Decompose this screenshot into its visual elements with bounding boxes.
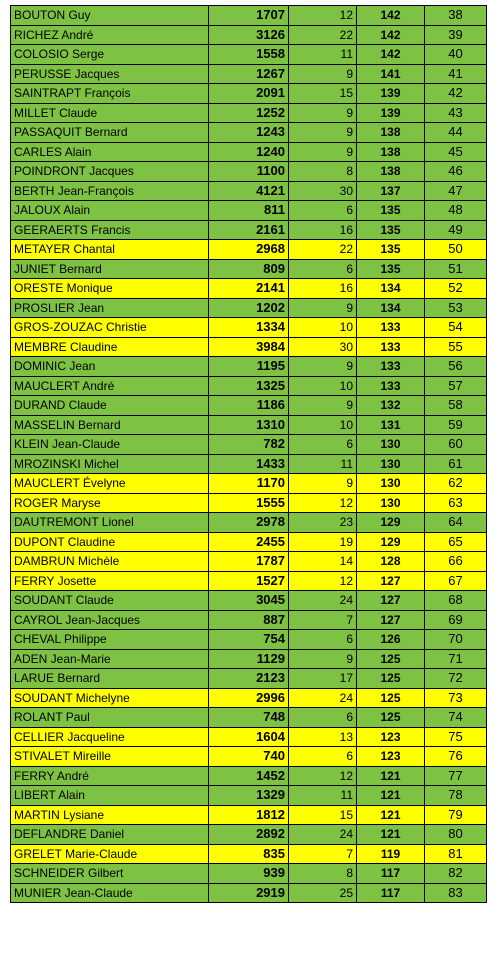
player-name-cell: FERRY André bbox=[11, 766, 209, 786]
rank-position-cell: 40 bbox=[425, 45, 487, 65]
table-row bbox=[11, 688, 487, 708]
rank-position-cell: 53 bbox=[425, 298, 487, 318]
total-pins-cell: 1325 bbox=[209, 376, 289, 396]
rank-position-cell: 65 bbox=[425, 532, 487, 552]
games-played-cell: 11 bbox=[289, 45, 357, 65]
games-played-cell: 7 bbox=[289, 610, 357, 630]
table-row bbox=[11, 123, 487, 143]
rank-position-cell: 76 bbox=[425, 747, 487, 767]
games-played-cell: 23 bbox=[289, 513, 357, 533]
average-score-cell: 126 bbox=[357, 630, 425, 650]
games-played-cell: 9 bbox=[289, 123, 357, 143]
table-row bbox=[11, 45, 487, 65]
games-played-cell: 17 bbox=[289, 669, 357, 689]
player-name-cell: CARLES Alain bbox=[11, 142, 209, 162]
player-name-cell: ROLANT Paul bbox=[11, 708, 209, 728]
table-row bbox=[11, 279, 487, 299]
rank-position-cell: 82 bbox=[425, 864, 487, 884]
table-row bbox=[11, 201, 487, 221]
player-name-cell: BOUTON Guy bbox=[11, 6, 209, 26]
table-row bbox=[11, 435, 487, 455]
table-row bbox=[11, 727, 487, 747]
games-played-cell: 9 bbox=[289, 298, 357, 318]
table-row bbox=[11, 415, 487, 435]
table-row bbox=[11, 318, 487, 338]
table-row bbox=[11, 298, 487, 318]
player-name-cell: ADEN Jean-Marie bbox=[11, 649, 209, 669]
table-row bbox=[11, 766, 487, 786]
games-played-cell: 24 bbox=[289, 825, 357, 845]
rank-position-cell: 78 bbox=[425, 786, 487, 806]
average-score-cell: 121 bbox=[357, 786, 425, 806]
player-name-cell: COLOSIO Serge bbox=[11, 45, 209, 65]
games-played-cell: 12 bbox=[289, 571, 357, 591]
average-score-cell: 129 bbox=[357, 513, 425, 533]
rank-position-cell: 45 bbox=[425, 142, 487, 162]
total-pins-cell: 2141 bbox=[209, 279, 289, 299]
rank-position-cell: 79 bbox=[425, 805, 487, 825]
average-score-cell: 142 bbox=[357, 45, 425, 65]
rank-position-cell: 62 bbox=[425, 474, 487, 494]
games-played-cell: 6 bbox=[289, 747, 357, 767]
total-pins-cell: 2091 bbox=[209, 84, 289, 104]
player-name-cell: PROSLIER Jean bbox=[11, 298, 209, 318]
rank-position-cell: 73 bbox=[425, 688, 487, 708]
table-row bbox=[11, 259, 487, 279]
player-name-cell: GROS-ZOUZAC Christie bbox=[11, 318, 209, 338]
games-played-cell: 9 bbox=[289, 396, 357, 416]
total-pins-cell: 2161 bbox=[209, 220, 289, 240]
games-played-cell: 10 bbox=[289, 415, 357, 435]
player-name-cell: DUPONT Claudine bbox=[11, 532, 209, 552]
table-row bbox=[11, 376, 487, 396]
table-row bbox=[11, 162, 487, 182]
rank-position-cell: 69 bbox=[425, 610, 487, 630]
average-score-cell: 133 bbox=[357, 337, 425, 357]
average-score-cell: 134 bbox=[357, 279, 425, 299]
average-score-cell: 130 bbox=[357, 435, 425, 455]
average-score-cell: 123 bbox=[357, 727, 425, 747]
average-score-cell: 135 bbox=[357, 201, 425, 221]
total-pins-cell: 1452 bbox=[209, 766, 289, 786]
rank-position-cell: 41 bbox=[425, 64, 487, 84]
table-row bbox=[11, 220, 487, 240]
rank-position-cell: 54 bbox=[425, 318, 487, 338]
average-score-cell: 128 bbox=[357, 552, 425, 572]
average-score-cell: 133 bbox=[357, 357, 425, 377]
total-pins-cell: 1252 bbox=[209, 103, 289, 123]
table-row bbox=[11, 513, 487, 533]
total-pins-cell: 782 bbox=[209, 435, 289, 455]
games-played-cell: 16 bbox=[289, 279, 357, 299]
rank-position-cell: 49 bbox=[425, 220, 487, 240]
total-pins-cell: 1186 bbox=[209, 396, 289, 416]
games-played-cell: 6 bbox=[289, 201, 357, 221]
total-pins-cell: 3126 bbox=[209, 25, 289, 45]
rank-position-cell: 74 bbox=[425, 708, 487, 728]
player-name-cell: LARUE Bernard bbox=[11, 669, 209, 689]
average-score-cell: 132 bbox=[357, 396, 425, 416]
player-name-cell: GEERAERTS Francis bbox=[11, 220, 209, 240]
games-played-cell: 13 bbox=[289, 727, 357, 747]
average-score-cell: 130 bbox=[357, 454, 425, 474]
average-score-cell: 139 bbox=[357, 84, 425, 104]
table-row bbox=[11, 864, 487, 884]
rank-position-cell: 83 bbox=[425, 883, 487, 903]
average-score-cell: 134 bbox=[357, 298, 425, 318]
total-pins-cell: 809 bbox=[209, 259, 289, 279]
player-name-cell: GRELET Marie-Claude bbox=[11, 844, 209, 864]
total-pins-cell: 1100 bbox=[209, 162, 289, 182]
player-name-cell: MAUCLERT Évelyne bbox=[11, 474, 209, 494]
games-played-cell: 12 bbox=[289, 766, 357, 786]
total-pins-cell: 3045 bbox=[209, 591, 289, 611]
table-row bbox=[11, 25, 487, 45]
games-played-cell: 12 bbox=[289, 6, 357, 26]
table-row bbox=[11, 649, 487, 669]
average-score-cell: 137 bbox=[357, 181, 425, 201]
average-score-cell: 129 bbox=[357, 532, 425, 552]
total-pins-cell: 835 bbox=[209, 844, 289, 864]
table-row bbox=[11, 883, 487, 903]
average-score-cell: 125 bbox=[357, 649, 425, 669]
total-pins-cell: 2978 bbox=[209, 513, 289, 533]
table-row bbox=[11, 532, 487, 552]
table-row bbox=[11, 142, 487, 162]
player-name-cell: ORESTE Monique bbox=[11, 279, 209, 299]
player-name-cell: CELLIER Jacqueline bbox=[11, 727, 209, 747]
table-row bbox=[11, 181, 487, 201]
rank-position-cell: 51 bbox=[425, 259, 487, 279]
table-row bbox=[11, 103, 487, 123]
rank-position-cell: 63 bbox=[425, 493, 487, 513]
table-row bbox=[11, 357, 487, 377]
rank-position-cell: 59 bbox=[425, 415, 487, 435]
player-name-cell: DEFLANDRE Daniel bbox=[11, 825, 209, 845]
player-name-cell: CAYROL Jean-Jacques bbox=[11, 610, 209, 630]
games-played-cell: 16 bbox=[289, 220, 357, 240]
total-pins-cell: 811 bbox=[209, 201, 289, 221]
rank-position-cell: 58 bbox=[425, 396, 487, 416]
player-name-cell: CHEVAL Philippe bbox=[11, 630, 209, 650]
rank-position-cell: 44 bbox=[425, 123, 487, 143]
average-score-cell: 133 bbox=[357, 376, 425, 396]
table-row bbox=[11, 805, 487, 825]
games-played-cell: 25 bbox=[289, 883, 357, 903]
games-played-cell: 30 bbox=[289, 337, 357, 357]
average-score-cell: 138 bbox=[357, 142, 425, 162]
games-played-cell: 15 bbox=[289, 805, 357, 825]
total-pins-cell: 2968 bbox=[209, 240, 289, 260]
rank-position-cell: 48 bbox=[425, 201, 487, 221]
ranking-table bbox=[10, 5, 487, 903]
rank-position-cell: 66 bbox=[425, 552, 487, 572]
total-pins-cell: 748 bbox=[209, 708, 289, 728]
average-score-cell: 138 bbox=[357, 123, 425, 143]
rank-position-cell: 71 bbox=[425, 649, 487, 669]
table-row bbox=[11, 552, 487, 572]
average-score-cell: 141 bbox=[357, 64, 425, 84]
player-name-cell: MILLET Claude bbox=[11, 103, 209, 123]
total-pins-cell: 740 bbox=[209, 747, 289, 767]
total-pins-cell: 1604 bbox=[209, 727, 289, 747]
average-score-cell: 127 bbox=[357, 591, 425, 611]
games-played-cell: 30 bbox=[289, 181, 357, 201]
games-played-cell: 19 bbox=[289, 532, 357, 552]
player-name-cell: FERRY Josette bbox=[11, 571, 209, 591]
rank-position-cell: 77 bbox=[425, 766, 487, 786]
average-score-cell: 125 bbox=[357, 708, 425, 728]
player-name-cell: DURAND Claude bbox=[11, 396, 209, 416]
average-score-cell: 135 bbox=[357, 259, 425, 279]
table-row bbox=[11, 240, 487, 260]
rank-position-cell: 52 bbox=[425, 279, 487, 299]
rank-position-cell: 80 bbox=[425, 825, 487, 845]
average-score-cell: 130 bbox=[357, 474, 425, 494]
average-score-cell: 130 bbox=[357, 493, 425, 513]
rank-position-cell: 42 bbox=[425, 84, 487, 104]
total-pins-cell: 1202 bbox=[209, 298, 289, 318]
table-row bbox=[11, 844, 487, 864]
table-row bbox=[11, 591, 487, 611]
total-pins-cell: 1170 bbox=[209, 474, 289, 494]
table-row bbox=[11, 6, 487, 26]
average-score-cell: 133 bbox=[357, 318, 425, 338]
average-score-cell: 138 bbox=[357, 162, 425, 182]
games-played-cell: 12 bbox=[289, 493, 357, 513]
rank-position-cell: 68 bbox=[425, 591, 487, 611]
rank-position-cell: 64 bbox=[425, 513, 487, 533]
table-row bbox=[11, 630, 487, 650]
total-pins-cell: 1787 bbox=[209, 552, 289, 572]
average-score-cell: 125 bbox=[357, 669, 425, 689]
total-pins-cell: 2892 bbox=[209, 825, 289, 845]
games-played-cell: 24 bbox=[289, 688, 357, 708]
total-pins-cell: 1558 bbox=[209, 45, 289, 65]
player-name-cell: METAYER Chantal bbox=[11, 240, 209, 260]
games-played-cell: 14 bbox=[289, 552, 357, 572]
total-pins-cell: 1195 bbox=[209, 357, 289, 377]
table-row bbox=[11, 786, 487, 806]
total-pins-cell: 4121 bbox=[209, 181, 289, 201]
average-score-cell: 119 bbox=[357, 844, 425, 864]
games-played-cell: 15 bbox=[289, 84, 357, 104]
rank-position-cell: 57 bbox=[425, 376, 487, 396]
total-pins-cell: 2123 bbox=[209, 669, 289, 689]
average-score-cell: 121 bbox=[357, 805, 425, 825]
total-pins-cell: 1129 bbox=[209, 649, 289, 669]
player-name-cell: BERTH Jean-François bbox=[11, 181, 209, 201]
games-played-cell: 9 bbox=[289, 142, 357, 162]
total-pins-cell: 2455 bbox=[209, 532, 289, 552]
rank-position-cell: 38 bbox=[425, 6, 487, 26]
table-row bbox=[11, 84, 487, 104]
player-name-cell: MROZINSKI Michel bbox=[11, 454, 209, 474]
rank-position-cell: 60 bbox=[425, 435, 487, 455]
player-name-cell: DAMBRUN Michèle bbox=[11, 552, 209, 572]
average-score-cell: 117 bbox=[357, 864, 425, 884]
games-played-cell: 9 bbox=[289, 474, 357, 494]
average-score-cell: 121 bbox=[357, 825, 425, 845]
total-pins-cell: 887 bbox=[209, 610, 289, 630]
total-pins-cell: 1240 bbox=[209, 142, 289, 162]
player-name-cell: ROGER Maryse bbox=[11, 493, 209, 513]
total-pins-cell: 1243 bbox=[209, 123, 289, 143]
games-played-cell: 9 bbox=[289, 103, 357, 123]
player-name-cell: SAINTRAPT François bbox=[11, 84, 209, 104]
player-name-cell: MUNIER Jean-Claude bbox=[11, 883, 209, 903]
rank-position-cell: 47 bbox=[425, 181, 487, 201]
games-played-cell: 8 bbox=[289, 162, 357, 182]
total-pins-cell: 1310 bbox=[209, 415, 289, 435]
table-row bbox=[11, 474, 487, 494]
games-played-cell: 24 bbox=[289, 591, 357, 611]
average-score-cell: 127 bbox=[357, 571, 425, 591]
table-row bbox=[11, 337, 487, 357]
player-name-cell: RICHEZ André bbox=[11, 25, 209, 45]
rank-position-cell: 61 bbox=[425, 454, 487, 474]
player-name-cell: POINDRONT Jacques bbox=[11, 162, 209, 182]
average-score-cell: 135 bbox=[357, 240, 425, 260]
ranking-table-body bbox=[11, 6, 487, 903]
average-score-cell: 123 bbox=[357, 747, 425, 767]
total-pins-cell: 754 bbox=[209, 630, 289, 650]
total-pins-cell: 1267 bbox=[209, 64, 289, 84]
games-played-cell: 11 bbox=[289, 786, 357, 806]
games-played-cell: 6 bbox=[289, 435, 357, 455]
average-score-cell: 121 bbox=[357, 766, 425, 786]
games-played-cell: 6 bbox=[289, 259, 357, 279]
games-played-cell: 22 bbox=[289, 240, 357, 260]
table-row bbox=[11, 669, 487, 689]
total-pins-cell: 1707 bbox=[209, 6, 289, 26]
table-row bbox=[11, 610, 487, 630]
games-played-cell: 9 bbox=[289, 357, 357, 377]
total-pins-cell: 1812 bbox=[209, 805, 289, 825]
table-row bbox=[11, 396, 487, 416]
rank-position-cell: 72 bbox=[425, 669, 487, 689]
average-score-cell: 142 bbox=[357, 6, 425, 26]
rank-position-cell: 55 bbox=[425, 337, 487, 357]
player-name-cell: KLEIN Jean-Claude bbox=[11, 435, 209, 455]
player-name-cell: DAUTREMONT Lionel bbox=[11, 513, 209, 533]
table-row bbox=[11, 747, 487, 767]
games-played-cell: 6 bbox=[289, 708, 357, 728]
table-row bbox=[11, 825, 487, 845]
total-pins-cell: 1527 bbox=[209, 571, 289, 591]
rank-position-cell: 67 bbox=[425, 571, 487, 591]
average-score-cell: 125 bbox=[357, 688, 425, 708]
table-row bbox=[11, 708, 487, 728]
table-row bbox=[11, 64, 487, 84]
rank-position-cell: 70 bbox=[425, 630, 487, 650]
rank-position-cell: 75 bbox=[425, 727, 487, 747]
average-score-cell: 142 bbox=[357, 25, 425, 45]
total-pins-cell: 2996 bbox=[209, 688, 289, 708]
games-played-cell: 8 bbox=[289, 864, 357, 884]
player-name-cell: DOMINIC Jean bbox=[11, 357, 209, 377]
player-name-cell: PERUSSE Jacques bbox=[11, 64, 209, 84]
table-row bbox=[11, 571, 487, 591]
total-pins-cell: 1329 bbox=[209, 786, 289, 806]
games-played-cell: 7 bbox=[289, 844, 357, 864]
total-pins-cell: 3984 bbox=[209, 337, 289, 357]
player-name-cell: LIBERT Alain bbox=[11, 786, 209, 806]
average-score-cell: 135 bbox=[357, 220, 425, 240]
player-name-cell: SCHNEIDER Gilbert bbox=[11, 864, 209, 884]
rank-position-cell: 81 bbox=[425, 844, 487, 864]
player-name-cell: STIVALET Mireille bbox=[11, 747, 209, 767]
player-name-cell: SOUDANT Michelyne bbox=[11, 688, 209, 708]
player-name-cell: SOUDANT Claude bbox=[11, 591, 209, 611]
rank-position-cell: 50 bbox=[425, 240, 487, 260]
average-score-cell: 127 bbox=[357, 610, 425, 630]
games-played-cell: 6 bbox=[289, 630, 357, 650]
rank-position-cell: 43 bbox=[425, 103, 487, 123]
games-played-cell: 9 bbox=[289, 649, 357, 669]
total-pins-cell: 1433 bbox=[209, 454, 289, 474]
total-pins-cell: 1555 bbox=[209, 493, 289, 513]
rank-position-cell: 56 bbox=[425, 357, 487, 377]
player-name-cell: MASSELIN Bernard bbox=[11, 415, 209, 435]
games-played-cell: 22 bbox=[289, 25, 357, 45]
player-name-cell: JUNIET Bernard bbox=[11, 259, 209, 279]
games-played-cell: 9 bbox=[289, 64, 357, 84]
rank-position-cell: 39 bbox=[425, 25, 487, 45]
player-name-cell: MEMBRE Claudine bbox=[11, 337, 209, 357]
player-name-cell: PASSAQUIT Bernard bbox=[11, 123, 209, 143]
total-pins-cell: 939 bbox=[209, 864, 289, 884]
average-score-cell: 139 bbox=[357, 103, 425, 123]
games-played-cell: 10 bbox=[289, 318, 357, 338]
total-pins-cell: 1334 bbox=[209, 318, 289, 338]
player-name-cell: MAUCLERT André bbox=[11, 376, 209, 396]
table-row bbox=[11, 493, 487, 513]
table-row bbox=[11, 454, 487, 474]
games-played-cell: 10 bbox=[289, 376, 357, 396]
average-score-cell: 117 bbox=[357, 883, 425, 903]
player-name-cell: MARTIN Lysiane bbox=[11, 805, 209, 825]
total-pins-cell: 2919 bbox=[209, 883, 289, 903]
average-score-cell: 131 bbox=[357, 415, 425, 435]
rank-position-cell: 46 bbox=[425, 162, 487, 182]
games-played-cell: 11 bbox=[289, 454, 357, 474]
player-name-cell: JALOUX Alain bbox=[11, 201, 209, 221]
